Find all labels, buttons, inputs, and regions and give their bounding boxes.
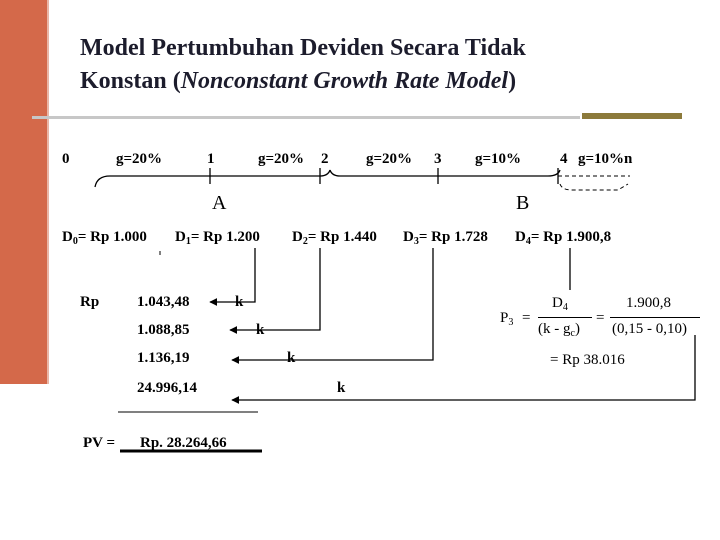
arrow-d1-pv	[210, 248, 255, 302]
dividend-d3: $D_3= Rp$ 1.728	[403, 229, 488, 247]
growth-rate-4: g=10%	[475, 151, 522, 167]
formula-num-2: 1.900,8	[626, 295, 671, 311]
discount-rate-k-2: k	[256, 322, 265, 338]
discount-rate-k-3: k	[287, 350, 296, 366]
brace-a-left	[95, 170, 330, 187]
dividend-d0: $D_0= Rp$ 1.000	[62, 229, 147, 247]
growth-rate-3: g=20%	[366, 151, 413, 167]
period-2-label: 2	[321, 151, 329, 167]
title-line-2-suffix: )	[508, 68, 517, 94]
pv-total-value: Rp. 28.264,66	[140, 435, 227, 451]
title-line-2-prefix: Konstan (	[80, 68, 181, 94]
pv-item-1: 1.043,48	[137, 294, 190, 310]
period-1-label: 1	[207, 151, 215, 167]
title-line-2-italic: Nonconstant Growth Rate Model	[180, 68, 509, 94]
dividend-d2: $D_2= Rp$ 1.440	[292, 229, 377, 247]
pv-total-label: PV =	[83, 435, 116, 451]
arrow-d2-pv	[230, 248, 320, 330]
segment-b-label: B	[516, 192, 530, 214]
period-0-label: 0	[62, 151, 70, 167]
pv-item-3: 1.136,19	[137, 350, 190, 366]
formula-lhs: $P_3$	[500, 310, 514, 328]
formula-num-1: $D_4$	[552, 295, 568, 313]
pv-item-2: 1.088,85	[137, 322, 190, 338]
pv-item-4: 24.996,14	[137, 380, 197, 396]
formula-eq-2: =	[596, 310, 605, 326]
growth-rate-n: g=10%n	[578, 151, 633, 167]
formula-den-2: (0,15 - 0,10)	[612, 321, 687, 337]
dividend-d1: $D_1= Rp$ 1.200	[175, 229, 260, 247]
terminal-value-result: = Rp 38.016	[550, 352, 625, 368]
dividend-d4: $D_4= Rp$ 1.900,8	[515, 229, 612, 247]
period-4-label: 4	[560, 151, 568, 167]
title-line-1: Model Pertumbuhan Deviden Secara Tidak	[80, 35, 526, 61]
dashed-lower	[560, 184, 628, 190]
growth-rate-1: g=20%	[116, 151, 163, 167]
formula-eq-1: =	[522, 310, 531, 326]
formula-den-1: $(k - g_c)$	[538, 321, 580, 339]
discount-rate-k-1: k	[235, 294, 244, 310]
period-3-label: 3	[434, 151, 442, 167]
pv-currency-label: Rp	[80, 294, 100, 310]
arrow-d3-pv	[232, 248, 433, 360]
growth-rate-2: g=20%	[258, 151, 305, 167]
brace-a-right	[330, 170, 560, 176]
arrow-p3-pv	[232, 335, 695, 400]
discount-rate-k-4: k	[337, 380, 346, 396]
segment-a-label: A	[212, 192, 227, 214]
